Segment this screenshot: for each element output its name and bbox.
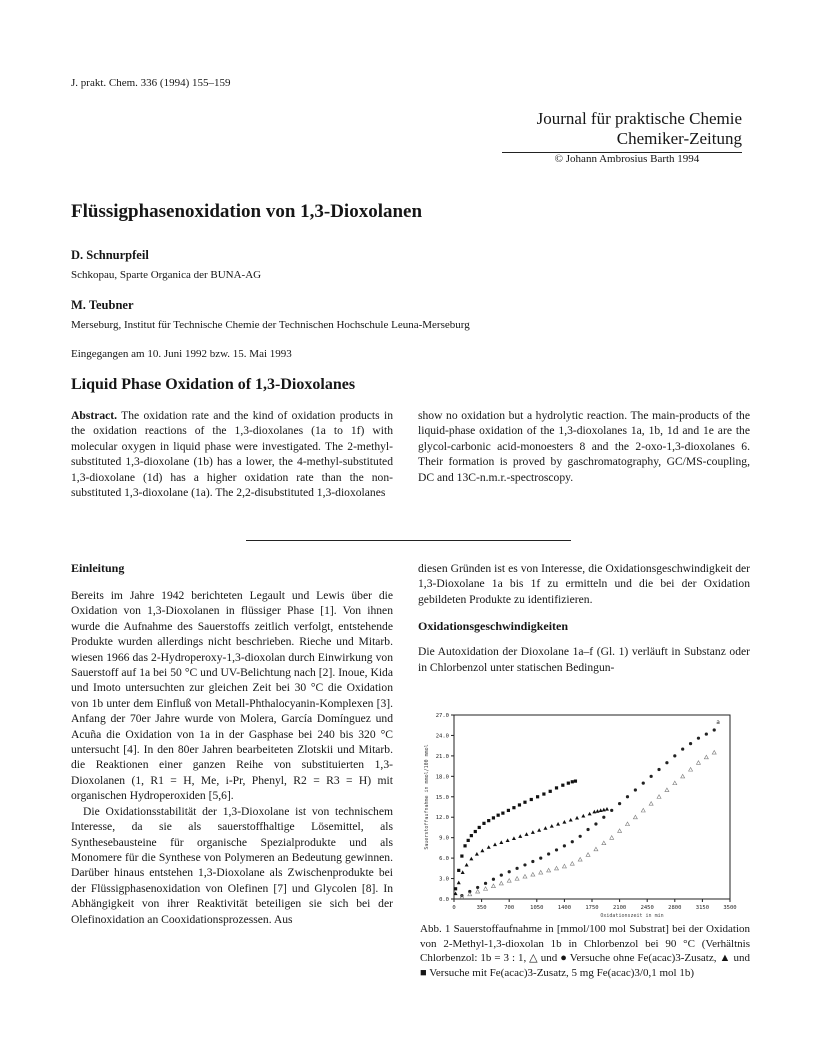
- data-point-filled-triangle: [493, 842, 497, 846]
- data-point-filled-triangle: [556, 822, 560, 826]
- data-point-circle: [665, 761, 668, 764]
- data-point-circle: [515, 867, 518, 870]
- data-point-square: [523, 801, 526, 804]
- journal-masthead: [442, 109, 742, 166]
- data-point-open-triangle: [491, 884, 495, 888]
- data-point-filled-triangle: [518, 834, 522, 838]
- data-point-square: [474, 830, 477, 833]
- data-point-open-triangle: [476, 890, 480, 894]
- data-point-circle: [689, 742, 692, 745]
- section-divider: [246, 540, 571, 541]
- data-point-open-triangle: [665, 788, 669, 792]
- paragraph: Bereits im Jahre 1942 berichteten Legault und Lewis über die Oxidation von 1,3-Dioxolanen in flüssiger Phase [1]. Von ihnen wurde die Aufnahme des Sauerstoffs zeitlich verfolgt, entstehende Produkte wurden allerdings nicht beschrieben. Rieche und Mitarb. wiesen 1966 das 2-Hydroperoxy-1,3-dioxolan durch Einwirkung von Sauerstoff auf 1a bei 50 °C und UV-Belichtung nach [2]. Inoue, Kida und Imoto untersuchten zur gleichen Zeit bei 30 °C die Oxidation von 1b unter dem Einfluß von Metall-Phthalocyanin-Komplexen [3]. Anfang der 70er Jahre wurde von Molera, García Domínguez und Acuña die Oxidation von 1a in der Gasphase bei 240 bis 320 °C untersucht [4]. In den 80er Jahren bearbeiteten Zlotskii und Mitarb. die Reaktionen einer ganzen Reihe von substituierten 1,3-Dioxolanen (1, R1 = H, Me, i-Pr, Phenyl, R2 = R3 = H) mit organischen Hydroperoxiden [5,6].: [71, 589, 393, 803]
- data-point-circle: [642, 782, 645, 785]
- english-title: Liquid Phase Oxidation of 1,3-Dioxolanes: [71, 376, 356, 393]
- data-point-filled-triangle: [550, 824, 554, 828]
- data-point-square: [561, 784, 564, 787]
- data-point-filled-triangle: [469, 857, 473, 861]
- section-heading-oxidation: Oxidationsgeschwindigkeiten: [418, 619, 569, 634]
- data-point-open-triangle: [657, 795, 661, 799]
- abstract-label: Abstract.: [71, 409, 118, 422]
- y-tick-label: 18.0: [435, 774, 449, 781]
- author-affiliation: Merseburg, Institut für Technische Chemie der Technischen Hochschule Leuna-Merseburg: [71, 319, 470, 331]
- data-point-filled-triangle: [512, 836, 516, 840]
- data-point-open-triangle: [499, 881, 503, 885]
- y-tick-label: 6.0: [439, 856, 449, 863]
- data-point-filled-triangle: [457, 881, 461, 885]
- data-point-filled-triangle: [592, 810, 596, 814]
- data-point-circle: [547, 852, 550, 855]
- data-point-square: [470, 834, 473, 837]
- data-point-square: [497, 814, 500, 817]
- data-point-open-triangle: [696, 761, 700, 765]
- data-point-open-triangle: [625, 822, 629, 826]
- x-axis-label: Oxidationszeit in min: [600, 913, 664, 919]
- data-point-square: [487, 819, 490, 822]
- data-point-circle: [579, 835, 582, 838]
- data-point-open-triangle: [618, 829, 622, 833]
- data-point-circle: [713, 728, 716, 731]
- data-point-open-triangle: [507, 879, 511, 883]
- y-tick-label: 9.0: [439, 835, 449, 842]
- data-point-filled-triangle: [506, 838, 510, 842]
- abstract-text-left: The oxidation rate and the kind of oxidation products in the oxidation reactions of the 1,3-dioxolanes (1a to 1f) with molecular oxygen in liquid phase were investigated. The 2-methyl-substituted 1,3-dioxolane (1b) has a lower, the 4-methyl-substituted 1,3-dioxolane (1d) has a higher oxidation rate than the non-substituted 1,3-dioxolane (1a). The 2,2-disubstituted 1,3-dioxolanes: [71, 409, 393, 500]
- data-point-circle: [484, 882, 487, 885]
- data-point-circle: [508, 870, 511, 873]
- y-tick-label: 24.0: [435, 733, 449, 740]
- data-point-open-triangle: [704, 755, 708, 759]
- data-point-open-triangle: [515, 877, 519, 881]
- x-tick-label: 3500: [723, 905, 737, 911]
- data-point-square: [555, 786, 558, 789]
- data-point-circle: [492, 878, 495, 881]
- author-name: M. Teubner: [71, 298, 134, 312]
- data-point-circle: [657, 768, 660, 771]
- data-point-filled-triangle: [575, 816, 579, 820]
- journal-subtitle: Chemiker-Zeitung: [616, 129, 742, 148]
- x-tick-label: 2450: [640, 905, 654, 911]
- data-point-open-triangle: [689, 768, 693, 772]
- data-point-filled-triangle: [487, 845, 491, 849]
- data-point-square: [571, 780, 574, 783]
- x-tick-label: 1400: [557, 905, 572, 911]
- data-point-filled-triangle: [499, 840, 503, 844]
- data-point-open-triangle: [712, 750, 716, 754]
- y-tick-label: 21.0: [435, 753, 449, 760]
- data-point-open-triangle: [539, 870, 543, 874]
- y-tick-label: 15.0: [435, 794, 449, 801]
- plot-frame: [454, 715, 730, 899]
- data-point-square: [574, 780, 577, 783]
- journal-name: Journal für praktische Chemie: [536, 109, 742, 128]
- data-point-open-triangle: [641, 808, 645, 812]
- data-point-circle: [476, 886, 479, 889]
- abstract-right: [418, 408, 750, 485]
- y-tick-label: 3.0: [439, 876, 449, 883]
- x-tick-label: 3150: [695, 905, 710, 911]
- data-point-square: [454, 887, 457, 890]
- y-tick-label: 27.0: [435, 713, 449, 719]
- right-column: [418, 561, 750, 675]
- data-point-circle: [594, 822, 597, 825]
- data-point-circle: [626, 795, 629, 798]
- data-point-open-triangle: [594, 847, 598, 851]
- data-point-square: [492, 816, 495, 819]
- data-point-square: [457, 869, 460, 872]
- data-point-open-triangle: [523, 875, 527, 879]
- figure-caption: Abb. 1 Sauerstoffaufnahme in [mmol/100 mol Substrat] bei der Oxidation von 2-Methyl-1,3-dioxolan 1b in Chlorbenzol bei 90 °C (Verhältnis Chlorbenzol: 1b = 3 : 1, △ und ● Versuche ohne Fe(acac)3-Zusatz, ▲ und ■ Versuche mit Fe(acac)3-Zusatz, 5 mg Fe(acac)3/0,1 mol 1b): [420, 923, 750, 979]
- data-point-filled-triangle: [562, 820, 566, 824]
- data-point-circle: [681, 747, 684, 750]
- data-point-open-triangle: [570, 862, 574, 866]
- data-point-circle: [602, 816, 605, 819]
- data-point-filled-triangle: [581, 814, 585, 818]
- left-column: [71, 561, 393, 927]
- paragraph: Die Oxidationsstabilität der 1,3-Dioxolane ist von technischem Interesse, da sie als sauerstoffhaltige Lösemittel, als Synthesebausteine für organische Spezialprodukte und als Monomere für die Synthese von Polymeren an Bedeutung gewinnen. Darüber hinaus entstehen 1,3-Dioxolane als Zwischenprodukte bei der Flüssigphasenoxidation von Olefinen [7] und Glycolen [8]. In Abhängigkeit von ihrer Reaktivität beteiligen sie sich bei der Olefinoxidation an Cooxidationsprozessen. Aus: [71, 804, 393, 926]
- abstract-text-right: show no oxidation but a hydrolytic reaction. The main-products of the liquid-phase oxidation of the 1,3-dioxolanes 1a, 1b, 1d and 1e are the glycol-carbonic acid-monoesters 8 and the 2-oxo-1,3-dioxolanes 6. Their formation is proved by gaschromatography, GC/MS-coupling, DC and 13C-n.m.r.-spectroscopy.: [418, 409, 750, 484]
- data-point-circle: [539, 857, 542, 860]
- data-point-open-triangle: [673, 781, 677, 785]
- figure-chart: [418, 707, 750, 919]
- data-point-filled-triangle: [461, 870, 465, 874]
- data-point-square: [542, 792, 545, 795]
- data-point-circle: [673, 754, 676, 757]
- x-tick-label: 700: [504, 905, 515, 911]
- data-point-filled-triangle: [480, 849, 484, 853]
- data-point-open-triangle: [610, 836, 614, 840]
- data-point-filled-triangle: [602, 808, 606, 812]
- chart-svg: [418, 707, 750, 919]
- author-affiliation: Schkopau, Sparte Organica der BUNA-AG: [71, 269, 262, 281]
- running-head: J. prakt. Chem. 336 (1994) 155–159: [71, 77, 231, 89]
- data-point-square: [478, 826, 481, 829]
- data-point-filled-triangle: [596, 809, 600, 813]
- y-tick-label: 0.0: [439, 897, 449, 903]
- paragraph: Die Autoxidation der Dioxolane 1a–f (Gl. 1) verläuft in Substanz oder in Chlorbenzol unter statischen Bedingun-: [418, 645, 750, 674]
- data-point-circle: [563, 844, 566, 847]
- abstract-left: [71, 408, 393, 500]
- data-point-circle: [650, 775, 653, 778]
- data-point-square: [512, 806, 515, 809]
- data-point-circle: [697, 737, 700, 740]
- received-date: Eingegangen am 10. Juni 1992 bzw. 15. Mai 1993: [71, 348, 292, 360]
- x-tick-label: 350: [476, 905, 487, 911]
- data-point-square: [530, 798, 533, 801]
- x-tick-label: 0: [452, 905, 456, 911]
- data-point-open-triangle: [547, 868, 551, 872]
- data-point-circle: [610, 809, 613, 812]
- data-point-circle: [571, 840, 574, 843]
- data-point-filled-triangle: [537, 828, 541, 832]
- data-point-open-triangle: [555, 866, 559, 870]
- x-tick-label: 1750: [585, 905, 599, 911]
- data-point-square: [518, 803, 521, 806]
- data-point-square: [467, 839, 470, 842]
- data-point-open-triangle: [586, 853, 590, 857]
- data-point-filled-triangle: [605, 807, 609, 811]
- y-tick-label: 12.0: [435, 815, 449, 822]
- x-tick-label: 2800: [668, 905, 682, 911]
- y-axis-label: Sauerstoffaufnahme in mmol/100 mmol: [424, 744, 430, 850]
- author-name: D. Schnurpfeil: [71, 248, 149, 262]
- article-title: Flüssigphasenoxidation von 1,3-Dioxolanen: [71, 201, 423, 222]
- data-point-filled-triangle: [475, 852, 479, 856]
- data-point-square: [501, 812, 504, 815]
- copyright-line: © Johann Ambrosius Barth 1994: [554, 153, 700, 165]
- data-point-open-triangle: [681, 774, 685, 778]
- data-point-filled-triangle: [569, 818, 573, 822]
- data-point-open-triangle: [562, 864, 566, 868]
- section-heading-einleitung: Einleitung: [71, 561, 125, 575]
- data-point-square: [463, 844, 466, 847]
- data-point-circle: [618, 802, 621, 805]
- data-point-filled-triangle: [525, 832, 529, 836]
- data-point-open-triangle: [484, 887, 488, 891]
- data-point-circle: [634, 788, 637, 791]
- data-point-circle: [705, 732, 708, 735]
- data-point-circle: [555, 848, 558, 851]
- point-label: a: [716, 718, 720, 726]
- data-point-filled-triangle: [588, 812, 592, 816]
- x-tick-label: 2100: [612, 905, 627, 911]
- x-tick-label: 1050: [530, 905, 544, 911]
- data-point-filled-triangle: [543, 826, 547, 830]
- data-point-open-triangle: [578, 857, 582, 861]
- data-point-open-triangle: [602, 841, 606, 845]
- data-point-filled-triangle: [465, 863, 469, 867]
- data-point-square: [507, 809, 510, 812]
- data-point-square: [482, 822, 485, 825]
- data-point-square: [567, 782, 570, 785]
- data-point-square: [460, 854, 463, 857]
- data-point-circle: [586, 828, 589, 831]
- data-point-open-triangle: [633, 815, 637, 819]
- data-point-filled-triangle: [599, 808, 603, 812]
- data-point-open-triangle: [531, 872, 535, 876]
- data-point-open-triangle: [649, 802, 653, 806]
- paragraph: diesen Gründen ist es von Interesse, die Oxidationsgeschwindigkeit der 1,3-Dioxolane 1a bis 1f zu ermitteln und die bei der Oxidation gebildeten Produkte zu identifizieren.: [418, 562, 750, 606]
- data-point-circle: [531, 860, 534, 863]
- data-point-circle: [523, 863, 526, 866]
- data-point-filled-triangle: [531, 830, 535, 834]
- data-point-open-triangle: [468, 892, 472, 896]
- data-point-square: [549, 790, 552, 793]
- data-point-circle: [500, 874, 503, 877]
- data-point-square: [536, 795, 539, 798]
